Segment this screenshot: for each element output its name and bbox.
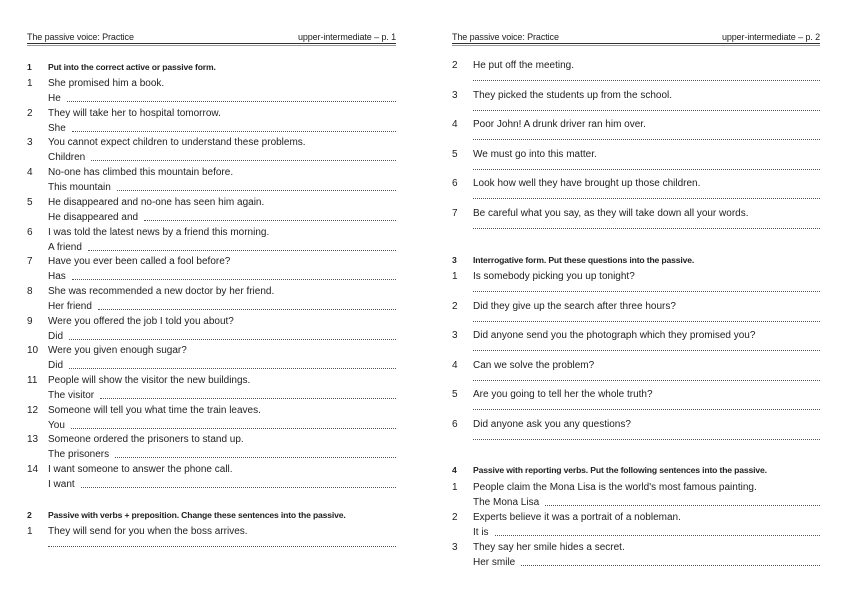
answer-line[interactable] — [473, 198, 820, 199]
item-number: 6 — [452, 419, 458, 430]
answer-stem: Has — [48, 271, 66, 283]
answer-line[interactable] — [81, 478, 396, 488]
section-number: 1 — [27, 62, 32, 72]
item-number: 4 — [452, 119, 458, 131]
item-number: 3 — [452, 89, 458, 101]
answer-row — [48, 419, 396, 432]
item-sentence: They will take her to hospital tomorrow. — [48, 107, 221, 119]
answer-stem: He disappeared and — [48, 211, 139, 223]
item-sentence: I want someone to answer the phone call. — [48, 464, 233, 476]
worksheet-page-2 — [452, 0, 820, 599]
answer-row — [48, 389, 396, 402]
section-number: 2 — [27, 510, 32, 520]
item-sentence: People will show the visitor the new buildings. — [48, 375, 251, 386]
answer-stem: It is — [473, 527, 489, 538]
item-sentence: No-one has climbed this mountain before. — [48, 167, 234, 179]
item-number: 2 — [27, 107, 33, 119]
answer-row — [48, 211, 396, 224]
item-sentence: She was recommended a new doctor by her friend. — [48, 285, 275, 297]
header-rule — [27, 43, 396, 44]
item-number: 1 — [452, 482, 458, 493]
answer-line[interactable] — [48, 546, 396, 547]
answer-stem: The prisoners — [48, 449, 110, 461]
header-rule-secondary — [27, 45, 396, 46]
item-number: 5 — [27, 196, 33, 208]
item-sentence: Did anyone ask you any questions? — [473, 419, 631, 430]
item-number: 6 — [452, 178, 458, 190]
item-sentence: Are you going to tell her the whole truth? — [473, 389, 653, 401]
item-number: 6 — [27, 226, 33, 238]
worksheet-page-1 — [27, 0, 396, 599]
answer-stem: He — [48, 93, 61, 104]
item-sentence: They say her smile hides a secret. — [473, 542, 625, 553]
answer-line[interactable] — [521, 556, 820, 566]
answer-stem: She — [48, 122, 66, 134]
item-sentence: Did they give up the search after three hours? — [473, 300, 676, 312]
answer-line[interactable] — [69, 359, 396, 369]
answer-stem: I want — [48, 479, 75, 491]
answer-stem: Children — [48, 152, 86, 164]
item-sentence: He put off the meeting. — [473, 60, 574, 71]
answer-stem: The Mona Lisa — [473, 497, 540, 508]
answer-row — [48, 270, 396, 283]
header-level: upper-intermediate – p. 1 — [297, 32, 396, 42]
answer-line[interactable] — [72, 122, 396, 132]
answer-row — [473, 496, 820, 509]
item-number: 1 — [27, 526, 33, 537]
item-sentence: They will send for you when the boss arrives. — [48, 526, 248, 537]
item-sentence: They picked the students up from the school. — [473, 89, 672, 101]
header-rule-secondary — [452, 45, 820, 46]
page-header — [27, 31, 396, 43]
item-number: 4 — [27, 167, 33, 179]
item-number: 13 — [27, 434, 39, 446]
item-sentence: Be careful what you say, as they will take down all your words. — [473, 208, 749, 219]
section-number: 4 — [452, 465, 457, 475]
answer-row — [48, 181, 396, 194]
answer-line[interactable] — [473, 169, 820, 170]
header-rule — [452, 43, 820, 44]
item-number: 2 — [452, 512, 458, 523]
answer-stem: You — [48, 419, 65, 431]
item-number: 7 — [452, 208, 458, 219]
item-sentence: Poor John! A drunk driver ran him over. — [473, 119, 646, 131]
item-sentence: Were you offered the job I told you about? — [48, 315, 234, 327]
answer-row — [48, 448, 396, 461]
answer-line[interactable] — [545, 496, 820, 506]
item-number: 4 — [452, 359, 458, 371]
answer-line[interactable] — [473, 439, 820, 440]
answer-line[interactable] — [473, 409, 820, 410]
answer-line[interactable] — [473, 80, 820, 81]
item-number: 5 — [452, 148, 458, 160]
answer-line[interactable] — [473, 321, 820, 322]
answer-row — [48, 122, 396, 135]
item-sentence: Someone ordered the prisoners to stand up. — [48, 434, 244, 446]
answer-row — [48, 151, 396, 164]
item-number: 1 — [27, 78, 33, 89]
item-sentence: Is somebody picking you up tonight? — [473, 271, 635, 282]
item-number: 12 — [27, 404, 39, 416]
item-number: 11 — [27, 375, 38, 386]
item-number: 14 — [27, 464, 39, 476]
item-number: 2 — [452, 300, 458, 312]
item-sentence: Have you ever been called a fool before? — [48, 256, 231, 268]
answer-stem: Her friend — [48, 300, 92, 312]
answer-row — [48, 300, 396, 313]
answer-row — [48, 478, 396, 491]
answer-line[interactable] — [100, 389, 396, 399]
answer-stem: Did — [48, 330, 64, 342]
item-sentence: Can we solve the problem? — [473, 359, 595, 371]
answer-row — [48, 241, 396, 254]
item-sentence: We must go into this matter. — [473, 148, 597, 160]
item-sentence: Did anyone send you the photograph which they promised you? — [473, 330, 756, 342]
answer-line[interactable] — [115, 448, 396, 458]
item-number: 2 — [452, 60, 458, 71]
answer-line[interactable] — [91, 151, 396, 161]
item-number: 7 — [27, 256, 33, 268]
item-number: 10 — [27, 345, 39, 357]
answer-line[interactable] — [117, 181, 396, 191]
answer-line[interactable] — [495, 526, 820, 536]
answer-row — [473, 556, 820, 569]
item-number: 3 — [27, 137, 33, 149]
answer-row — [48, 92, 396, 105]
section-title: Put into the correct active or passive form. — [48, 62, 216, 72]
item-sentence: He disappeared and no-one has seen him again. — [48, 196, 265, 208]
item-number: 8 — [27, 285, 33, 297]
answer-stem: Did — [48, 360, 64, 372]
answer-line[interactable] — [473, 350, 820, 351]
section-title: Interrogative form. Put these questions into the passive. — [473, 255, 695, 265]
item-sentence: Experts believe it was a portrait of a nobleman. — [473, 512, 681, 523]
answer-stem: This mountain — [48, 182, 111, 194]
section-title: Passive with verbs + preposition. Change these sentences into the passive. — [48, 510, 346, 520]
item-number: 9 — [27, 315, 33, 327]
item-number: 3 — [452, 542, 458, 553]
item-number: 3 — [452, 330, 458, 342]
answer-line[interactable] — [72, 270, 396, 280]
answer-line[interactable] — [144, 211, 396, 221]
answer-line[interactable] — [88, 241, 396, 251]
answer-line[interactable] — [67, 92, 396, 102]
answer-row — [48, 359, 396, 372]
header-level: upper-intermediate – p. 2 — [721, 32, 820, 42]
page-header — [452, 31, 820, 43]
header-title: The passive voice: Practice — [452, 32, 559, 42]
section-number: 3 — [452, 255, 457, 265]
item-sentence: I was told the latest news by a friend this morning. — [48, 226, 270, 238]
answer-line[interactable] — [98, 300, 396, 310]
item-number: 1 — [452, 271, 458, 282]
item-sentence: You cannot expect children to understand these problems. — [48, 137, 306, 149]
header-title: The passive voice: Practice — [27, 32, 134, 42]
item-sentence: Look how well they have brought up those children. — [473, 178, 701, 190]
answer-line[interactable] — [473, 110, 820, 111]
answer-stem: The visitor — [48, 390, 95, 401]
answer-row — [48, 330, 396, 343]
answer-line[interactable] — [473, 380, 820, 381]
item-sentence: Someone will tell you what time the train leaves. — [48, 404, 261, 416]
answer-stem: A friend — [48, 241, 82, 253]
answer-line[interactable] — [473, 291, 820, 292]
answer-line[interactable] — [71, 419, 396, 429]
answer-line[interactable] — [473, 139, 820, 140]
answer-row — [473, 526, 820, 539]
item-number: 5 — [452, 389, 458, 401]
answer-stem: Her smile — [473, 557, 516, 568]
item-sentence: People claim the Mona Lisa is the world's most famous painting. — [473, 482, 757, 493]
answer-line[interactable] — [69, 330, 396, 340]
item-sentence: Were you given enough sugar? — [48, 345, 187, 357]
item-sentence: She promised him a book. — [48, 78, 165, 89]
section-title: Passive with reporting verbs. Put the following sentences into the passive. — [473, 465, 767, 475]
answer-line[interactable] — [473, 228, 820, 229]
